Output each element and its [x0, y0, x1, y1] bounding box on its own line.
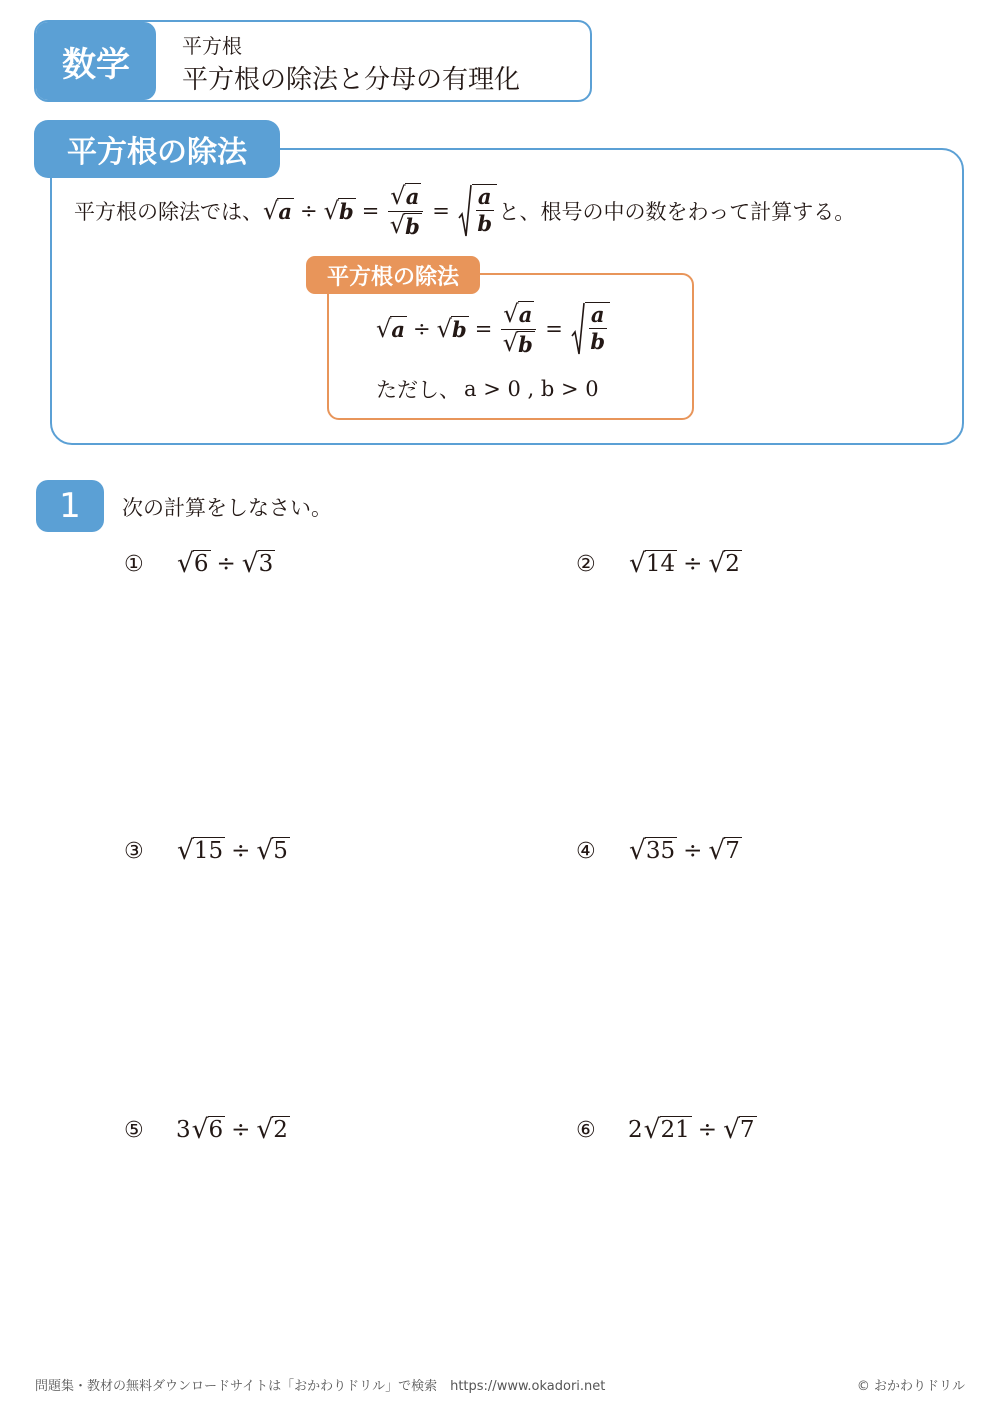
subject-badge: 数学	[36, 22, 156, 100]
lesson-title: 平方根の除法と分母の有理化	[182, 65, 521, 95]
formula-condition: ただし、 a > 0 , b > 0	[376, 377, 599, 402]
worksheet-header	[34, 20, 592, 102]
problem-item: ④ √ 35 ÷ √ 7	[576, 835, 740, 867]
sqrt-a: √ a	[263, 197, 292, 226]
problem-item: ② √ 14 ÷ √ 2	[576, 548, 740, 580]
footer-site-text: 問題集・教材の無料ダウンロードサイトは「おかわりドリル」で検索 https://www.okadori.net	[35, 1379, 606, 1394]
problem-item: ① √ 6 ÷ √ 3	[124, 548, 274, 580]
problem-item: ⑥ 2 √ 21 ÷ √ 7	[576, 1114, 755, 1146]
problem-item: ③ √ 15 ÷ √ 5	[124, 835, 288, 867]
explanation-heading: 平方根の除法	[34, 120, 280, 178]
explanation-outro: と、根号の中の数をわって計算する。	[498, 200, 856, 224]
problem-number-badge: 1	[36, 480, 104, 532]
footer-copyright: © おかわりドリル	[856, 1379, 965, 1394]
sqrt-a-over-b: $\frac{a}{b}$	[458, 184, 497, 238]
explanation-sentence: 平方根の除法では、 √ a ÷ √ b = √ a √ b = $\frac{a}{b}$ と、根号の中の数をわって計算する。	[74, 182, 856, 240]
formula-heading: 平方根の除法	[306, 256, 480, 294]
fraction-sqrt-a-over-sqrt-b: √ a √ b	[388, 183, 423, 238]
problem-instruction: 次の計算をしなさい。	[122, 496, 332, 520]
sqrt-b: √ b	[323, 197, 354, 226]
unit-label: 平方根	[182, 34, 242, 58]
problem-item: ⑤ 3 √ 6 ÷ √ 2	[124, 1114, 288, 1146]
explanation-intro: 平方根の除法では、	[74, 200, 263, 224]
formula-equation: √ a ÷ √ b = √ a √ b = $\frac{a}{b}$	[376, 294, 612, 364]
